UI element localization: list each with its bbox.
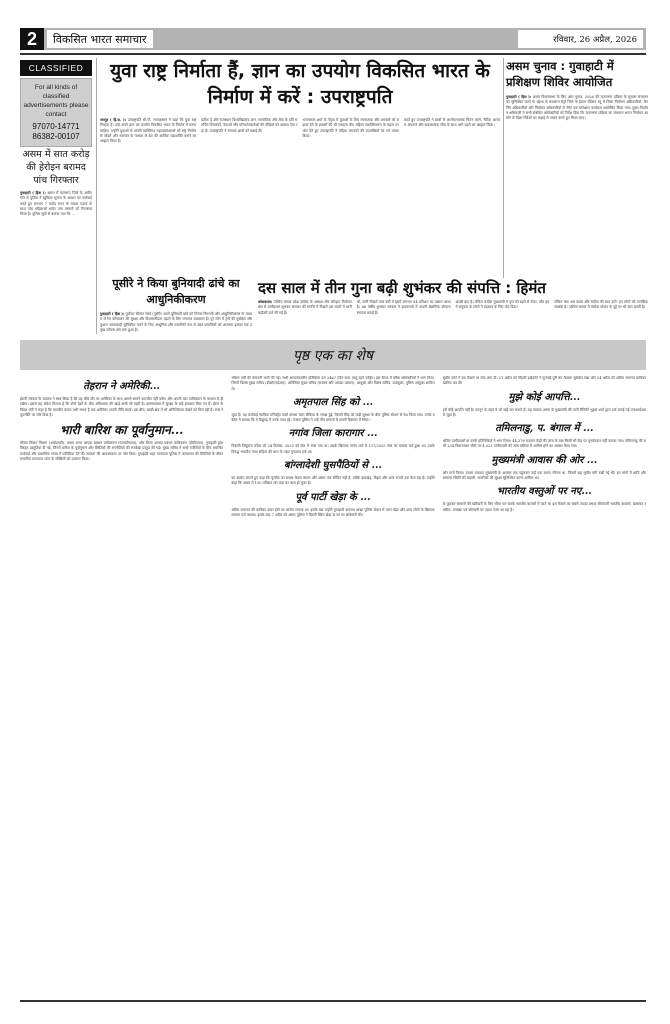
continuation-subhead: मुझे कोई आपत्ति...: [508, 391, 581, 403]
lead-column: [100, 118, 196, 278]
classified-phone: 86382-00107: [32, 132, 80, 141]
continuation-subhead: मुख्यमंत्री आवास की ओर ...: [491, 454, 598, 466]
continuation-body: और मार्च किया। उनका मकसद मुख्यमंत्री के आवास तक पहुंचकर उन्हें एक ज्ञापन सौंपना था, जिसमें छह सूत्रीय मांगें रखी गई थीं। इन मांगों में शांति और सामान्य स्थिति की बहाली, नागरिकों की सुरक्षा सुनिश्चित करना शामिल था।: [442, 470, 646, 481]
continued-band: पृष्ठ एक का शेष: [20, 340, 646, 370]
lead-headline: युवा राष्ट्र निर्माता हैं, ज्ञान का उपयोग विकसित भारत के निर्माण में करें : उपराष्ट्रपति: [110, 60, 490, 108]
side-story-text: असम में कामरूप जिले के अमीनगांव में पुलिस ने खुफिया सूचना के आधार पर कार्रवाई करते हुए लगभग 7 करोड़ रुपए के मादक पदार्थ के साथ पांच महिलाओं समेत पांच तस्करों को गिरफ्तार किया है। पुलिस सूत्रों से बताया गया कि ...: [20, 191, 92, 217]
mid-left-text: पूर्वोत्तर सीमांत रेलवे (पूसीरे) अपने बुनियादी ढांचे को निरंतर निगरानी और आधुनिकीकरण के माध्यम से रेल परिचालन की सुरक्षा और विश्वसनीयता बढ़ाने के लिए लगातार प्रयासरत है। पूरे जोन में ट्रेनों की सुरक्षित और कुशल आवाजाही सुनिश्चित करने के लिए आधुनिक और तकनीकी रूप से उन्नत प्रणालियों को अपनाना इसका एक प्रमुख फोकस क्षेत्र बना हुआ है।: [100, 312, 252, 332]
continuation-body: के फुटकर सामानों की खरीदारी के लिए सीमा पार करके भारतीय बाजारों में जाते थे। इस फैसले का सबसे ज्यादा प्रभाव सीमावर्ती भारतीय बाजारों, खासकर रक्सौल, बनबसा एवं जोगबनी पर पड़ता नजर आ रहा है।: [442, 502, 646, 512]
issue-date: रविवार, 26 अप्रैल, 2026: [518, 30, 643, 48]
classified-phones: [23, 122, 89, 142]
classified-title: CLASSIFIED: [20, 60, 92, 76]
mid-right-column: अच्छी बात है। लेकिन कांग्रेस मुख्यमंत्री ने तृण को बढ़ने से रोका, और हमने समुदाय के लोगों ने बदलाव के लिए वोट दिया।: [455, 300, 550, 310]
right-story-headline: असम चुनाव : गुवाहाटी में प्रशिक्षण शिविर आयोजित: [506, 59, 614, 89]
bottom-rule: [20, 1000, 646, 1002]
continuation-body: हमें कोई आपत्ति नहीं है। कानून के तहत वे जो चाहें कर सकते हैं। यह मामला असम के मुख्यमंत्री की पत्नी रिनिकी भुइयां शर्मा द्वारा दर्ज कराई गई एफआईआर से जुड़ा है।: [442, 407, 646, 417]
masthead-spacer: [153, 28, 518, 50]
classified-body: [20, 78, 92, 147]
right-story-body: [506, 95, 648, 305]
mid-right-column: थी, यानी पिछले पांच वर्षों में इसमें लगभग 94 प्रतिशत का उछाल आया है। 66 वर्षीय शुभंकर सरकार ने हलफनामे में अपनी शैक्षणिक योग्यता स्नातक बताई है।: [356, 300, 451, 315]
lead-column: भजनलाल शर्मा के नेतृत्व में युवाओं के लिए रचनात्मक और अवसरों को बढ़ावा देने के प्रयासों की भी सराहना की। महिला सशक्तिकरण के महत्व पर जोर देते हुए उपराष्ट्रपति ने महिला स्नातकों की उपलब्धियों पर गर्व व्यक्त किया।: [302, 118, 399, 138]
continuation-body: ईरानी सरकार के प्रवक्ता ने स्पष्ट किया है कि वह सीधे तौर पर अमेरिका के साथ आमने-सामने बातचीत नहीं करेगा और अपनी बात पाकिस्तान के माध्यम से ही रखेगा। इससे यह संकेत मिलता है कि दोनों देशों के बीच अविश्वास की खाई अभी भी गहरी है। इस्लामाबाद में सुरक्षा के कड़े इंतजाम किए गए हैं। ईरान के विदेश मंत्री ने कहा है कि बातचीत केवल तभी संभव है जब अमेरिका अपनी नीति बदले। इस बीच, खाड़ी क्षेत्र में भी अनिश्चितता देखने को मिल रही है। रूस ने कूटनीति पर जोर दिया है।: [20, 397, 224, 417]
right-story-text: असम विधानसभा के लिए आम चुनाव, 2026 की मतगणना प्रक्रिया के सुचारू संचालन को सुनिश्चित करने के उद्देश्य से कामरूप मेट्रो जिले के होटल रेडिसन ब्लू में जिला निर्वाचन अधिकारियों, रिटर्निंग अधिकारियों और निर्वाचन अधिकारियों के लिए एक प्रशिक्षण कार्यक्रम आयोजित किया गया। मुख्य निर्वाचन अधिकारी ने सभी संबंधित अधिकारियों को निर्देश दिया कि मतगणना प्रक्रिया का संचालन भारत निर्वाचन आयोग के दिशा-निर्देशों का कड़ाई से पालन करते हुए किया जाए।: [506, 95, 648, 121]
right-story-dateline: गुवाहाटी ( हिस )।: [506, 95, 532, 99]
mid-right-column-text: पश्चिम बंगाल प्रदेश कांग्रेस के अध्यक्ष और जोरहाट निर्वाचन क्षेत्र से उम्मीदवार शुभंकर सरकार की संपत्ति में पिछले दस सालों में भारी बढ़ोतरी दर्ज की गई है।: [258, 300, 352, 315]
lead-dateline: जयपुर ( हि.स. )।: [100, 118, 127, 122]
continuation-column: [20, 376, 223, 996]
side-story: [20, 148, 92, 217]
lead-column-text: उपराष्ट्रपति सी.पी. राधाकृष्णन ने कहा कि युवा राष्ट्र निर्माता हैं। उन्हें अपने ज्ञान का उपयोग विकसित भारत के निर्माण में करना चाहिए। उन्होंने युवाओं से अपनी व्यक्तिगत महत्वाकांक्षाओं को राष्ट्र निर्माण से जोड़ने और नवाचार के माध्यम से देश की आर्थिक महाशक्ति बनाने का आह्वान किया है।: [100, 118, 197, 144]
page-number: 2: [20, 28, 44, 50]
continuation-subhead: तेहरान ने अमेरिकी...: [83, 381, 161, 392]
mid-right-dateline: कोलकाता।: [258, 300, 273, 304]
mid-right-column: लेकिन क्या अब काबा और मदीना की बात करें? इन लोगों को मानसिक समस्या है। पश्चिम बंगाल में कांग्रेस भोजन के मुद्दे पर भी बात करती है।: [554, 300, 648, 310]
continuation-column: [231, 376, 434, 996]
continuation-body: अंतिम उम्मीदवारों या उनके प्रतिनिधियों ने भाग लिया। 44,376 मतदान केंद्रों की जांच के बाद किसी भी केंद्र पर पुनर्मतदान नहीं कराया गया। तमिलनाडु की सभी 234 विधानसभा सीटों पर 4,023 उम्मीदवारों की जांच प्रक्रिया में शामिल होने का अवसर दिया गया।: [442, 439, 646, 449]
continuation-subhead: नगांव जिला कारागार ...: [288, 428, 378, 440]
lead-story-body: [100, 118, 500, 278]
continuation-body: जुड़ा है। यह कार्रवाई न्यायिक मजिस्ट्रेट फर्स्ट क्लास चंदन सैकिया के समक्ष हुई, जिसमें सिंह को कड़ी सुरक्षा के बीच पुलिस स्टेशन से पेश किया गया। उनके वकील ने बताया कि वे डिब्रूगढ़ में उनके साथ रहे। पंजाब पुलिस ने उन्हें तीन मामलों में अपनी हिरासत में लिया।: [231, 412, 435, 423]
continuation-body: अग्रिम जमानत की याचिका दायर होने का आरोप लगाया था। इसके बाद उन्होंने गुवाहाटी अपराध शाखा पुलिस स्टेशन में पवन खेड़ा और अन्य लोगों के खिलाफ मामला दर्ज कराया। इसके बाद 7 अप्रैल को असम पुलिस ने दिल्ली स्थित खेड़ा के घर पर छापेमारी की।: [231, 507, 435, 517]
continuation-body: मौसम विज्ञान विभाग (आईएमडी), असम राज्य आपदा प्रबंधन प्राधिकरण (एएसडीएमए), और जिला आपदा प्रबंधन प्राधिकरण (डीडीएमए), गुवाहाटी द्वारा विस्तृत प्रस्तुतियां दी गईं, जिनमें बारिश के पूर्वानुमान और स्थितियों की रणनीतियों की रूपरेखा प्रस्तुत की गई। मुख्य सचिव ने सभी एजेंसियों के बीच समन्वित कार्रवाई और वास्तविक समय में प्रतिक्रिया देने की तत्परता की आवश्यकता पर जोर दिया। गुवाहाटी शहर यातायात पुलिस ने जलभराव की स्थितियों के दौरान संभावित यातायात जाम के जोखिमों को उजागर किया।: [20, 441, 224, 462]
classified-message: For all kinds of classified advertisements please contact: [23, 84, 89, 118]
classified-phone: 97070-14771: [32, 122, 80, 131]
top-rule: [20, 53, 646, 55]
classified-box: [20, 60, 92, 147]
continuation-subhead: बांग्लादेशी घुसपैठियों से ...: [284, 460, 382, 472]
side-story-dateline: गुवाहाटी ( हिस )।: [20, 191, 46, 195]
continuations: [20, 376, 646, 996]
column-divider: [503, 58, 504, 278]
lead-column: करते हुए उपराष्ट्रपति ने छात्रों से आलोचनात्मक चिंतन करने, नैतिक आचरण अपनाने और सकारात्मक सोच के साथ आगे बढ़ने का आह्वान किया।: [403, 118, 500, 128]
continuation-subhead: भारी बारिश का पूर्वानुमान...: [60, 423, 184, 438]
side-story-body: [20, 191, 92, 217]
side-story-headline: असम में सात करोड़ की हेरोइन बरामद पांच गिरफ्तार: [22, 149, 90, 186]
mid-left-headline: पूसीरे ने किया बुनियादी ढांचे का आधुनिकीकरण: [112, 277, 240, 306]
mid-right-headline: दस साल में तीन गुना बढ़ी शुभंकर की संपत्ति : हिमंत: [258, 279, 546, 297]
masthead: [20, 28, 646, 50]
continuation-subhead: पूर्व पार्टी खेड़ा के ...: [295, 491, 371, 503]
paper-name: विकसित भारत समाचार: [47, 30, 153, 48]
continuation-column: [443, 376, 646, 996]
continuation-body: सुप्रीम कोर्ट ने उस फैसले पर रोक लगा दी। 21 अप्रैल को गौहाटी हाईकोर्ट ने सुनवाई पूरी कर फैसला सुरक्षित रखा और 24 अप्रैल को अग्रिम जमानत याचिका खारिज कर दी।: [442, 376, 646, 386]
lead-column: प्रतीक है और राजस्थान विश्वविद्यालय ज्ञान, सामाजिक और सेवा के प्रति समर्पित विचारकों, नेताओं और परिवर्तनकर्ताओं की पीढ़ियों को आकार देता रहा है। उपराष्ट्रपति ने स्नातक छात्रों को बधाई दी।: [201, 118, 298, 133]
mid-left-dateline: गुवाहाटी ( हिस )।: [100, 312, 125, 316]
continuation-body: निवासी जिबुराज कोंवर को 24 दिसंबर, 2025 को जेल में भेजा गया था। उसके खिलाफ नगांव थाने में 137/2025 नंबर का मामला दर्ज हुआ था। उसके विरुद्ध भारतीय न्याय संहिता की धारा के तहत मुकदमा दर्ज था।: [231, 444, 435, 454]
continuation-subhead: भारतीय वस्तुओं पर नए...: [496, 486, 592, 498]
continuation-body: भीषण गर्मी की चेतावनी जारी की गई। सभी आपातकालीन प्रतिक्रिया दल 24x7 (दिन-रात) चालू रहने चाहिए। इस बैठक में वरिष्ठ अधिकारियों ने भाग लिया, जिनमें विशेष मुख्य सचिव (डीओएनईआर), अतिरिक्त मुख्य सचिव (राजस्व और आपदा प्रबंधन), आयुक्त और विशेष सचिव, उपायुक्त, पुलिस आयुक्त शामिल थे।: [231, 376, 435, 391]
column-divider: [96, 58, 97, 334]
continuation-body: का आरोप लगाते हुए कहा कि घुसपैठ का प्रभाव केवल बंगाल और असम तक सीमित नहीं है, बल्कि झारखंड, बिहार और अन्य राज्यों तक फैल रहा है। उन्होंने कहा कि असम में 100 प्रतिशत तार बाड़ का काम हो चुका है।: [231, 476, 435, 486]
continuation-subhead: तमिलनाडु, प. बंगाल में ...: [495, 423, 594, 435]
continuation-subhead: अमृतपाल सिंह को ...: [292, 396, 374, 408]
